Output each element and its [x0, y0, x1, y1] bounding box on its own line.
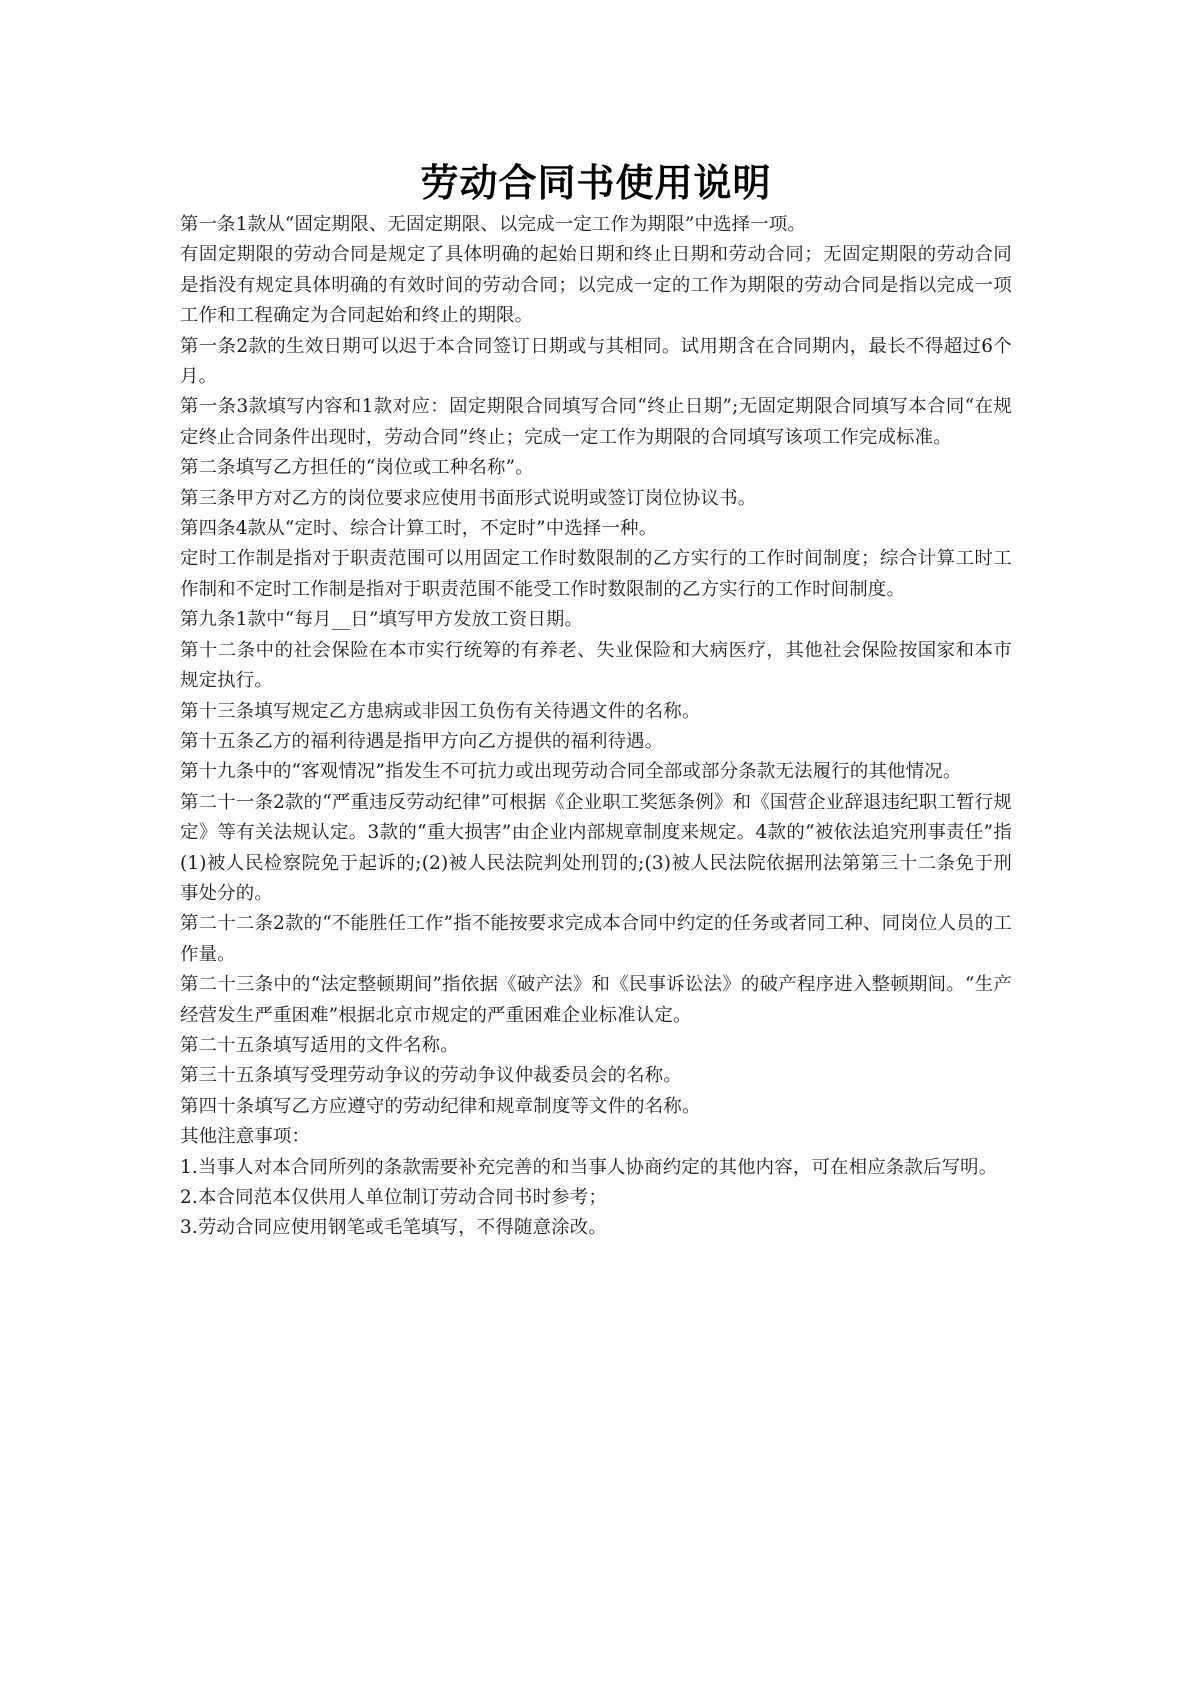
paragraph-clause-19: 第十九条中的“客观情况”指发生不可抗力或出现劳动合同全部或部分条款无法履行的其他情况。 — [180, 761, 962, 783]
paragraph-clause-25: 第二十五条填写适用的文件名称。 — [180, 1034, 459, 1056]
paragraph-clause-22: 第二十二条2款的“不能胜任工作”指不能按要求完成本合同中约定的任务或者同工种、同岗位人员的工作量。 — [180, 913, 1012, 965]
paragraph-clause-9-item-1: 第九条1款中“每月__日”填写甲方发放工资日期。 — [180, 609, 584, 631]
notes-heading: 其他注意事项： — [180, 1126, 311, 1148]
paragraph-clause-2: 第二条填写乙方担任的“岗位或工种名称”。 — [180, 457, 534, 479]
note-item-2: 2.本合同范本仅供用人单位制订劳动合同书时参考； — [180, 1187, 607, 1208]
note-item-3: 3.劳动合同应使用钢笔或毛笔填写，不得随意涂改。 — [180, 1217, 607, 1239]
paragraph-clause-40: 第四十条填写乙方应遵守的劳动纪律和规章制度等文件的名称。 — [180, 1095, 701, 1117]
note-item-1: 1.当事人对本合同所列的条款需要补充完善的和当事人协商约定的其他内容，可在相应条款后写明。 — [180, 1156, 998, 1178]
paragraph-clause-35: 第三十五条填写受理劳动争议的劳动争议仲裁委员会的名称。 — [180, 1065, 682, 1087]
paragraph-clause-1-item-3: 第一条3款填写内容和1款对应：固定期限合同填写合同“终止日期”;无固定期限合同填写本合同“在规定终止合同条件出现时，劳动合同”终止；完成一定工作为期限的合同填写该项工作完成标准。 — [180, 396, 1012, 448]
document-title: 劳动合同书使用说明 — [420, 160, 772, 205]
paragraph-clause-15: 第十五条乙方的福利待遇是指甲方向乙方提供的福利待遇。 — [180, 730, 664, 752]
paragraph-clause-1-item-2: 第一条2款的生效日期可以迟于本合同签订日期或与其相同。试用期含在合同期内，最长不得超过6个月。 — [180, 335, 1012, 388]
paragraph-clause-23: 第二十三条中的“法定整顿期间”指依据《破产法》和《民事诉讼法》的破产程序进入整顿期间。“生产经营发生严重困难”根据北京市规定的严重困难企业标准认定。 — [180, 974, 1012, 1026]
paragraph-working-hours-definitions: 定时工作制是指对于职责范围可以用固定工作时数限制的乙方实行的工作时间制度；综合计算工时工作制和不定时工作制是指对于职责范围不能受工作时数限制的乙方实行的工作时间制度。 — [180, 548, 1012, 600]
paragraph-clause-12: 第十二条中的社会保险在本市实行统筹的有养老、失业保险和大病医疗，其他社会保险按国家和本市规定执行。 — [180, 639, 1012, 692]
paragraph-clause-1-item-1: 第一条1款从“固定期限、无固定期限、以完成一定工作为期限”中选择一项。 — [180, 214, 807, 235]
document-page — [180, 160, 1012, 1244]
document-body — [180, 210, 1012, 1244]
paragraph-clause-4-item-4: 第四条4款从“定时、综合计算工时，不定时”中选择一种。 — [180, 518, 658, 540]
paragraph-clause-13: 第十三条填写规定乙方患病或非因工负伤有关待遇文件的名称。 — [180, 700, 701, 722]
paragraph-contract-term-definitions: 有固定期限的劳动合同是规定了具体明确的起始日期和终止日期和劳动合同；无固定期限的劳动合同是指没有规定具体明确的有效时间的劳动合同；以完成一定的工作为期限的劳动合同是指以完成一项工作和工程确定为合同起始和终止的期限。 — [180, 244, 1012, 327]
paragraph-clause-3: 第三条甲方对乙方的岗位要求应使用书面形式说明或签订岗位协议书。 — [180, 487, 757, 509]
paragraph-clause-21: 第二十一条2款的“严重违反劳动纪律”可根据《企业职工奖惩条例》和《国营企业辞退违纪职工暂行规定》等有关法规认定。3款的“重大损害”由企业内部规章制度来规定。4款的“被依法追究刑事责任”指(1)被人民检察院免于起诉的;(2)被人民法院判处刑罚的;(3)被人民法院依据刑法第第三十二条免于刑事处分的。 — [180, 791, 1012, 904]
